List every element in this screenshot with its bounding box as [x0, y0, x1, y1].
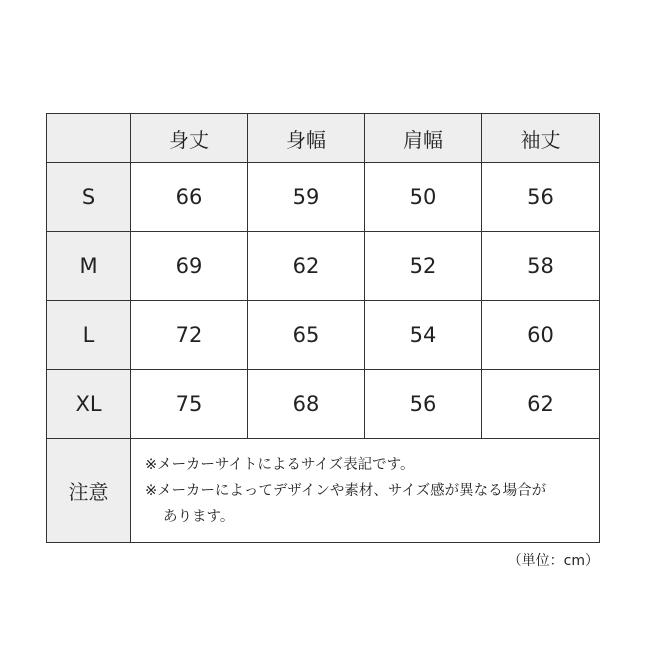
table-row-m [47, 232, 600, 301]
table-cell: 72 [131, 301, 248, 370]
table-cell: 62 [248, 232, 365, 301]
column-header-sleeve-length: 袖丈 [482, 114, 600, 163]
row-header-size: M [47, 232, 131, 301]
note-line: ※メーカーによってデザインや素材、サイズ感が異なる場合が [145, 482, 547, 499]
size-chart-table [46, 113, 600, 543]
table-cell: 60 [482, 301, 600, 370]
column-header-body-length: 身丈 [131, 114, 248, 163]
table-cell: 54 [365, 301, 482, 370]
column-header-body-width: 身幅 [248, 114, 365, 163]
note-text [131, 439, 600, 543]
table-row-xl [47, 370, 600, 439]
row-header-size: XL [47, 370, 131, 439]
note-line: ※メーカーサイトによるサイズ表記です。 [145, 456, 415, 473]
table-cell: 75 [131, 370, 248, 439]
note-row [47, 439, 600, 543]
note-label: 注意 [47, 439, 131, 543]
table-cell: 56 [365, 370, 482, 439]
table-cell: 56 [482, 163, 600, 232]
table-cell: 68 [248, 370, 365, 439]
table-cell: 66 [131, 163, 248, 232]
table-cell: 52 [365, 232, 482, 301]
row-header-size: S [47, 163, 131, 232]
corner-cell [47, 114, 131, 163]
table-row-l [47, 301, 600, 370]
table-cell: 62 [482, 370, 600, 439]
row-header-size: L [47, 301, 131, 370]
table-cell: 59 [248, 163, 365, 232]
column-header-shoulder-width: 肩幅 [365, 114, 482, 163]
table-cell: 58 [482, 232, 600, 301]
table-cell: 69 [131, 232, 248, 301]
note-line: あります。 [163, 508, 235, 525]
table-row-s [47, 163, 600, 232]
unit-label: （単位：cm） [507, 553, 599, 569]
table-cell: 65 [248, 301, 365, 370]
header-row [47, 114, 600, 163]
table-cell: 50 [365, 163, 482, 232]
